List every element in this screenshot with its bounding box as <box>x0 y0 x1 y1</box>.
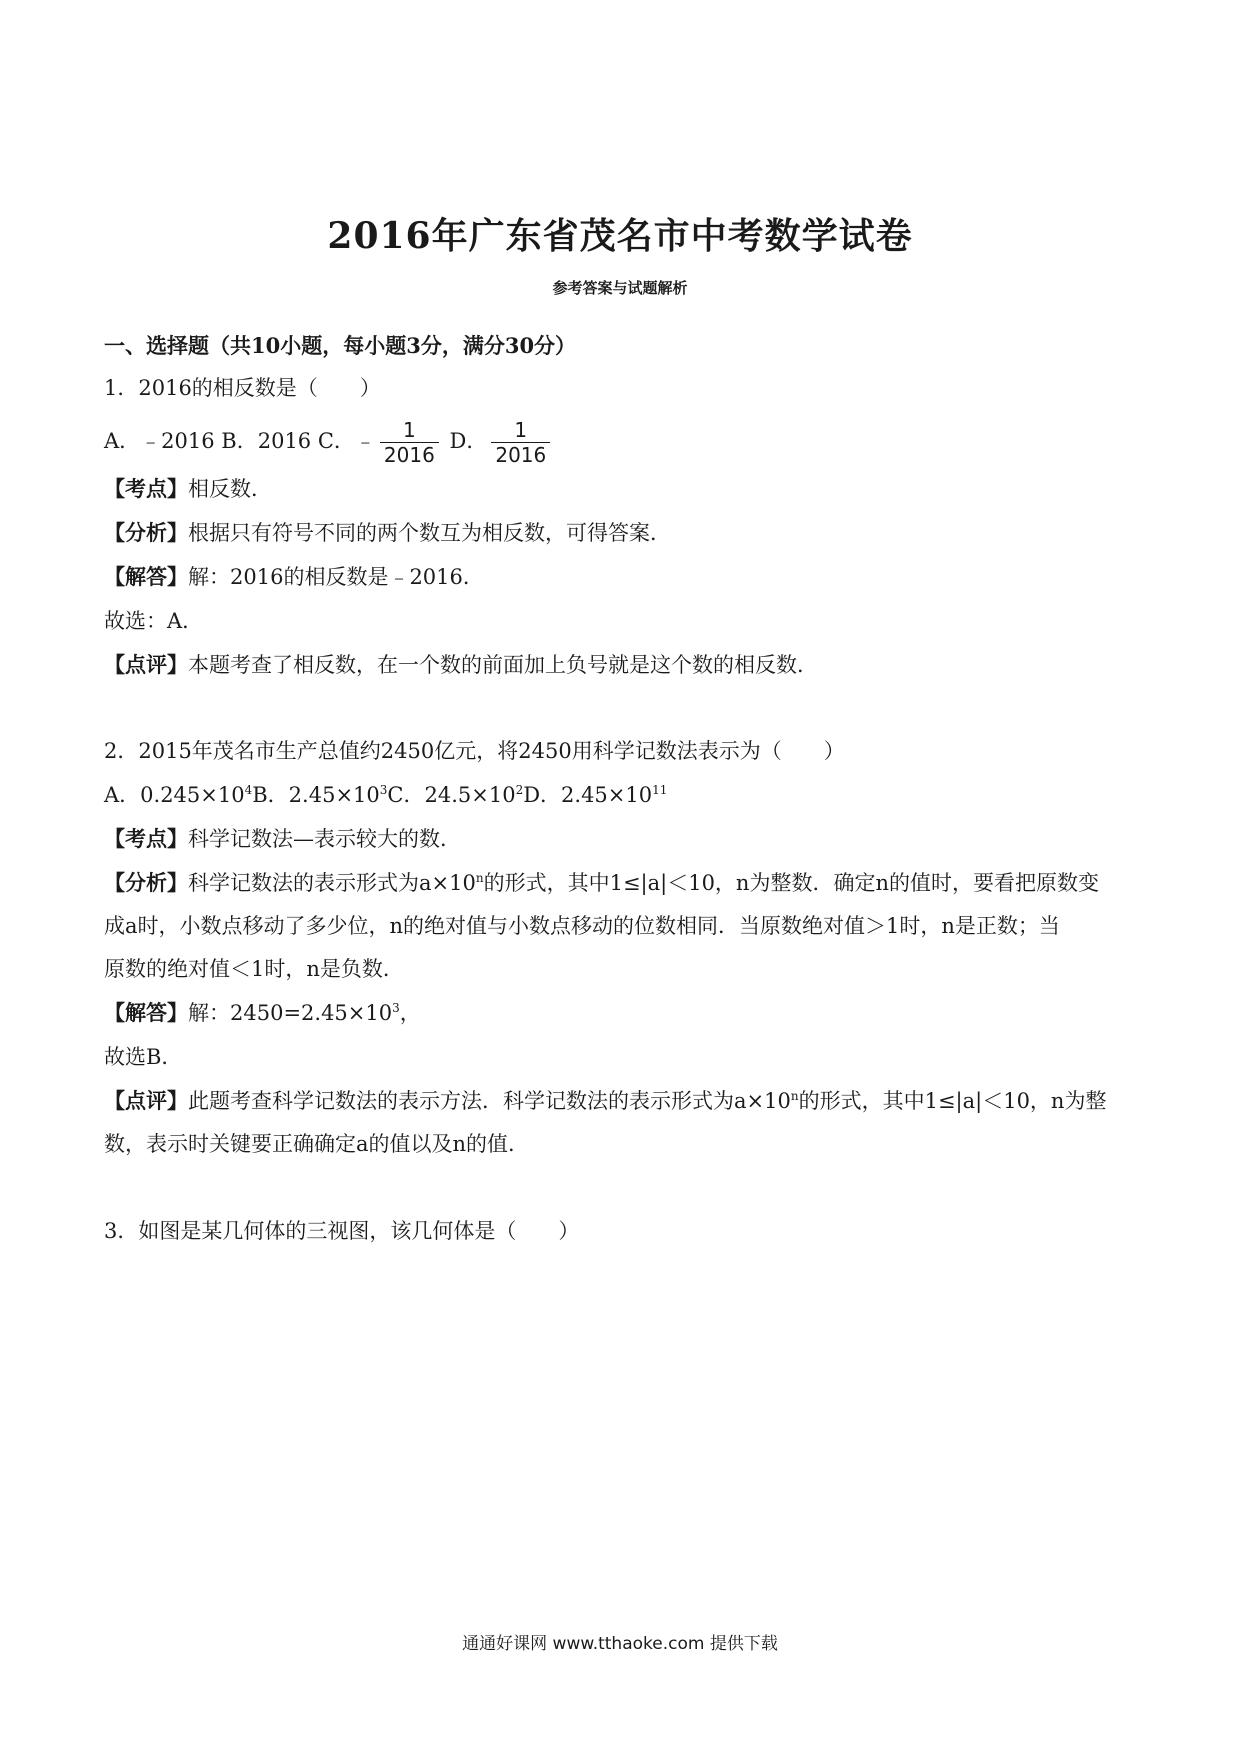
q1-option-c-denominator: 2016 <box>383 443 435 467</box>
q1-fenxi <box>104 519 671 547</box>
fenxi-text: 根据只有符号不同的两个数互为相反数，可得答案． <box>188 521 671 545</box>
q2-option-c: C．24.5×10 <box>387 783 516 807</box>
page-subtitle: 参考答案与试题解析 <box>552 279 688 297</box>
fenxi-tag: 【分析】 <box>104 520 188 545</box>
q2-kaodian <box>104 825 461 853</box>
section-heading: 一、选择题（共10小题，每小题3分，满分30分） <box>104 333 577 358</box>
q2-fenxi-line2: 成a时，小数点移动了多少位，n的绝对值与小数点移动的位数相同．当原数绝对值＞1时，n是正数；当 <box>104 914 1060 938</box>
q1-option-c-fraction <box>380 418 439 467</box>
q2-option-c-exponent: 2 <box>515 783 524 797</box>
jieda-exponent: 3 <box>392 1001 400 1015</box>
footer-text: 通通好课网 www.tthaoke.com 提供下载 <box>462 1634 778 1654</box>
q2-fenxi-line3: 原数的绝对值＜1时，n是负数． <box>104 957 404 981</box>
dianping-text: 的形式，其中1≤|a|＜10，n为整 <box>798 1089 1107 1113</box>
fenxi-text: 的形式，其中1≤|a|＜10，n为整数．确定n的值时，要看把原数变 <box>483 871 1099 895</box>
q1-options <box>104 418 554 467</box>
dianping-tag: 【点评】 <box>104 1088 188 1113</box>
jieda-tag: 【解答】 <box>104 564 188 589</box>
q1-kaodian <box>104 475 272 503</box>
kaodian-tag: 【考点】 <box>104 826 188 851</box>
q2-choice: 故选B． <box>104 1045 183 1069</box>
jieda-tag: 【解答】 <box>104 1000 188 1025</box>
q2-dianping-line2: 数，表示时关键要正确确定a的值以及n的值． <box>104 1132 530 1156</box>
dianping-text: 此题考查科学记数法的表示方法．科学记数法的表示形式为a×10 <box>188 1089 791 1113</box>
q1-options-text: A．﹣2016 B．2016 C．﹣ <box>104 429 376 453</box>
fenxi-tag: 【分析】 <box>104 870 188 895</box>
q2-dianping-line1 <box>104 1087 1106 1115</box>
q2-option-b-exponent: 3 <box>379 783 388 797</box>
fenxi-text: 科学记数法的表示形式为a×10 <box>188 871 476 895</box>
q1-jieda <box>104 563 484 591</box>
q1-option-c-numerator: 1 <box>402 418 416 442</box>
q1-option-d-label: D． <box>449 429 488 453</box>
q2-option-b: B．2.45×10 <box>252 783 380 807</box>
q2-option-a-exponent: 4 <box>244 783 253 797</box>
q2-jieda <box>104 999 421 1027</box>
kaodian-tag: 【考点】 <box>104 476 188 501</box>
q2-fenxi-line1 <box>104 869 1099 897</box>
q3-stem: 3．如图是某几何体的三视图，该几何体是（ ） <box>104 1219 580 1243</box>
fenxi-exponent: n <box>475 871 484 885</box>
dianping-exponent: n <box>790 1089 799 1103</box>
q2-options <box>104 781 667 809</box>
jieda-punct: ， <box>399 1001 421 1025</box>
kaodian-text: 相反数． <box>188 477 272 501</box>
q2-stem: 2．2015年茂名市生产总值约2450亿元，将2450用科学记数法表示为（ ） <box>104 739 845 763</box>
page-title: 2016年广东省茂名市中考数学试卷 <box>327 215 913 257</box>
q1-stem: 1．2016的相反数是（ ） <box>104 376 381 400</box>
q1-option-d-fraction <box>491 418 550 467</box>
q1-option-d-denominator: 2016 <box>495 443 547 467</box>
dianping-text: 本题考查了相反数，在一个数的前面加上负号就是这个数的相反数． <box>188 653 818 677</box>
q2-option-d-exponent: 11 <box>652 783 668 797</box>
q2-option-d: D．2.45×10 <box>523 783 653 807</box>
q1-choice: 故选：A． <box>104 609 204 633</box>
jieda-text: 解：2016的相反数是﹣2016． <box>188 565 484 589</box>
q1-dianping <box>104 651 818 679</box>
q1-option-d-numerator: 1 <box>514 418 528 442</box>
kaodian-text: 科学记数法—表示较大的数． <box>188 827 461 851</box>
jieda-text: 解：2450=2.45×10 <box>188 1001 393 1025</box>
dianping-tag: 【点评】 <box>104 652 188 677</box>
q2-option-a: A．0.245×10 <box>104 783 245 807</box>
